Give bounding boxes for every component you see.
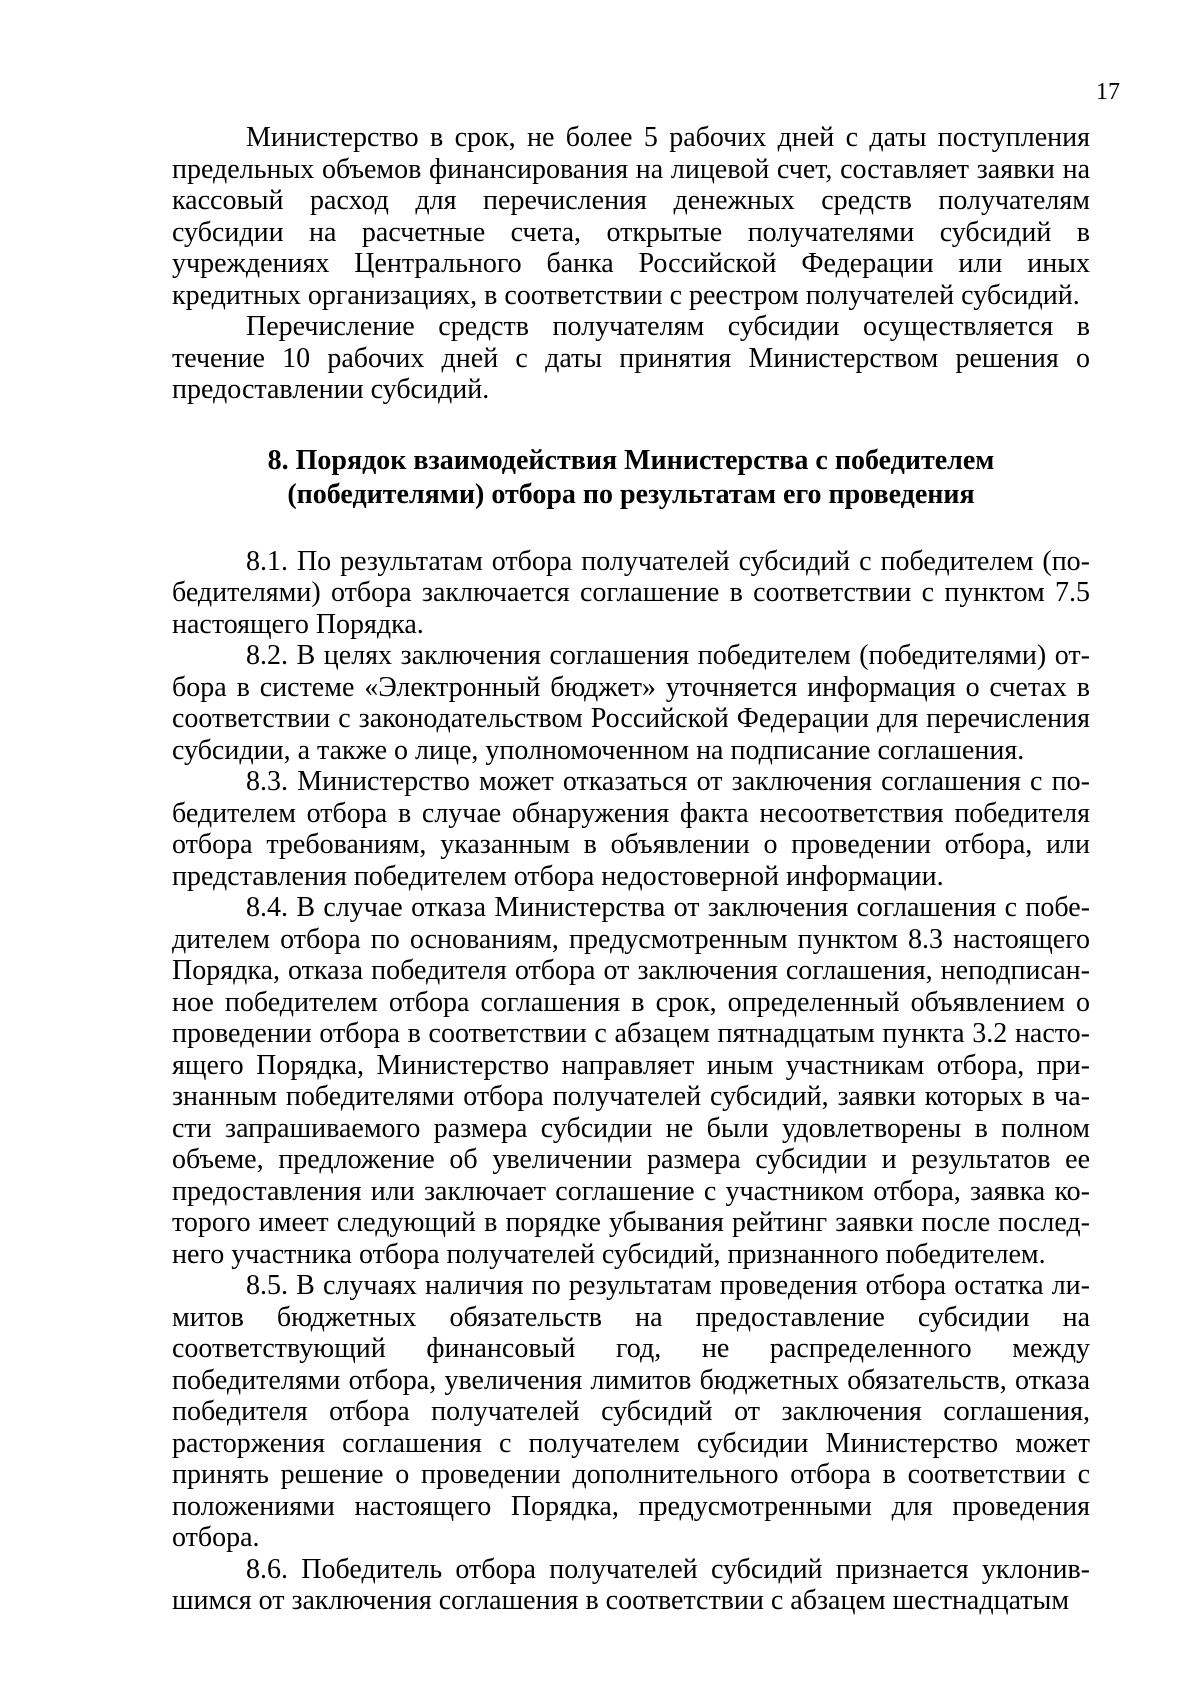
section-heading-line-1: 8. Порядок взаимодействия Министерства с победителем (267, 444, 995, 476)
paragraph-8-4: 8.4. В случае отказа Министерства от заключения соглашения с победителем отбора по основаниям, предусмотренным пунктом 8.3 настоящего Порядка, отказа победителя отбора от заключения соглашения, неподписанное победителем отбора соглашения в срок, определенный объявлением о проведении отбора в соответствии с абзацем пятнадцатым пункта 3.2 настоящего Порядка, Министерство направляет иным участникам отбора, признанным победителями отбора получателей субсидий, заявки которых в части запрашиваемого размера субсидии не были удовлетворены в полном объеме, предложение об увеличении размера субсидии и результатов ее предоставления или заключает соглашение с участником отбора, заявка которого имеет следующий в порядке убывания рейтинг заявки после последнего участника отбора получателей субсидий, признанного победителем. (172, 892, 1090, 1270)
paragraph-transfer-deadline: Перечисление средств получателям субсидии осуществляется в течение 10 рабочих дней с даты принятия Министерством решения о предоставлении субсидий. (172, 311, 1090, 405)
paragraph-transfer-requests: Министерство в срок, не более 5 рабочих дней с даты поступления предельных объемов финансирования на лицевой счет, составляет заявки на кассовый расход для перечисления денежных средств получателям субсидии на расчетные счета, открытые получателями субсидий в учреждениях Центрального банка Российской Федерации или иных кредитных организациях, в соответствии с реестром получателей субсидий. (172, 122, 1090, 311)
section-heading (172, 444, 1090, 512)
section-heading-line-2: (победителями) отбора по результатам его проведения (287, 478, 975, 510)
paragraph-8-5: 8.5. В случаях наличия по результатам проведения отбора остатка лимитов бюджетных обязательств на предоставление субсидии на соответствующий финансовый год, не распределенного между победителями отбора, увеличения лимитов бюджетных обязательств, отказа победителя отбора получателей субсидий от заключения соглашения, расторжения соглашения с получателем субсидии Министерство может принять решение о проведении дополнительного отбора в соответствии с положениями настоящего Порядка, предусмотренными для проведения отбора. (172, 1270, 1090, 1553)
page-number: 17 (1096, 79, 1120, 105)
paragraph-8-6: 8.6. Победитель отбора получателей субсидий признается уклонившимся от заключения соглашения в соответствии с абзацем шестнадцатым (172, 1553, 1090, 1616)
paragraph-8-3: 8.3. Министерство может отказаться от заключения соглашения с победителем отбора в случае обнаружения факта несоответствия победителя отбора требованиям, указанным в объявлении о проведении отбора, или представления победителем отбора недостоверной информации. (172, 766, 1090, 892)
paragraph-8-2: 8.2. В целях заключения соглашения победителем (победителями) отбора в системе «Электронный бюджет» уточняется информация о счетах в соответствии с законодательством Российской Федерации для перечисления субсидии, а также о лице, уполномоченном на подписание соглашения. (172, 640, 1090, 766)
paragraph-8-1: 8.1. По результатам отбора получателей субсидий с победителем (победителями) отбора заключается соглашение в соответствии с пунктом 7.5 настоящего Порядка. (172, 545, 1090, 640)
document-body (172, 122, 1090, 1617)
